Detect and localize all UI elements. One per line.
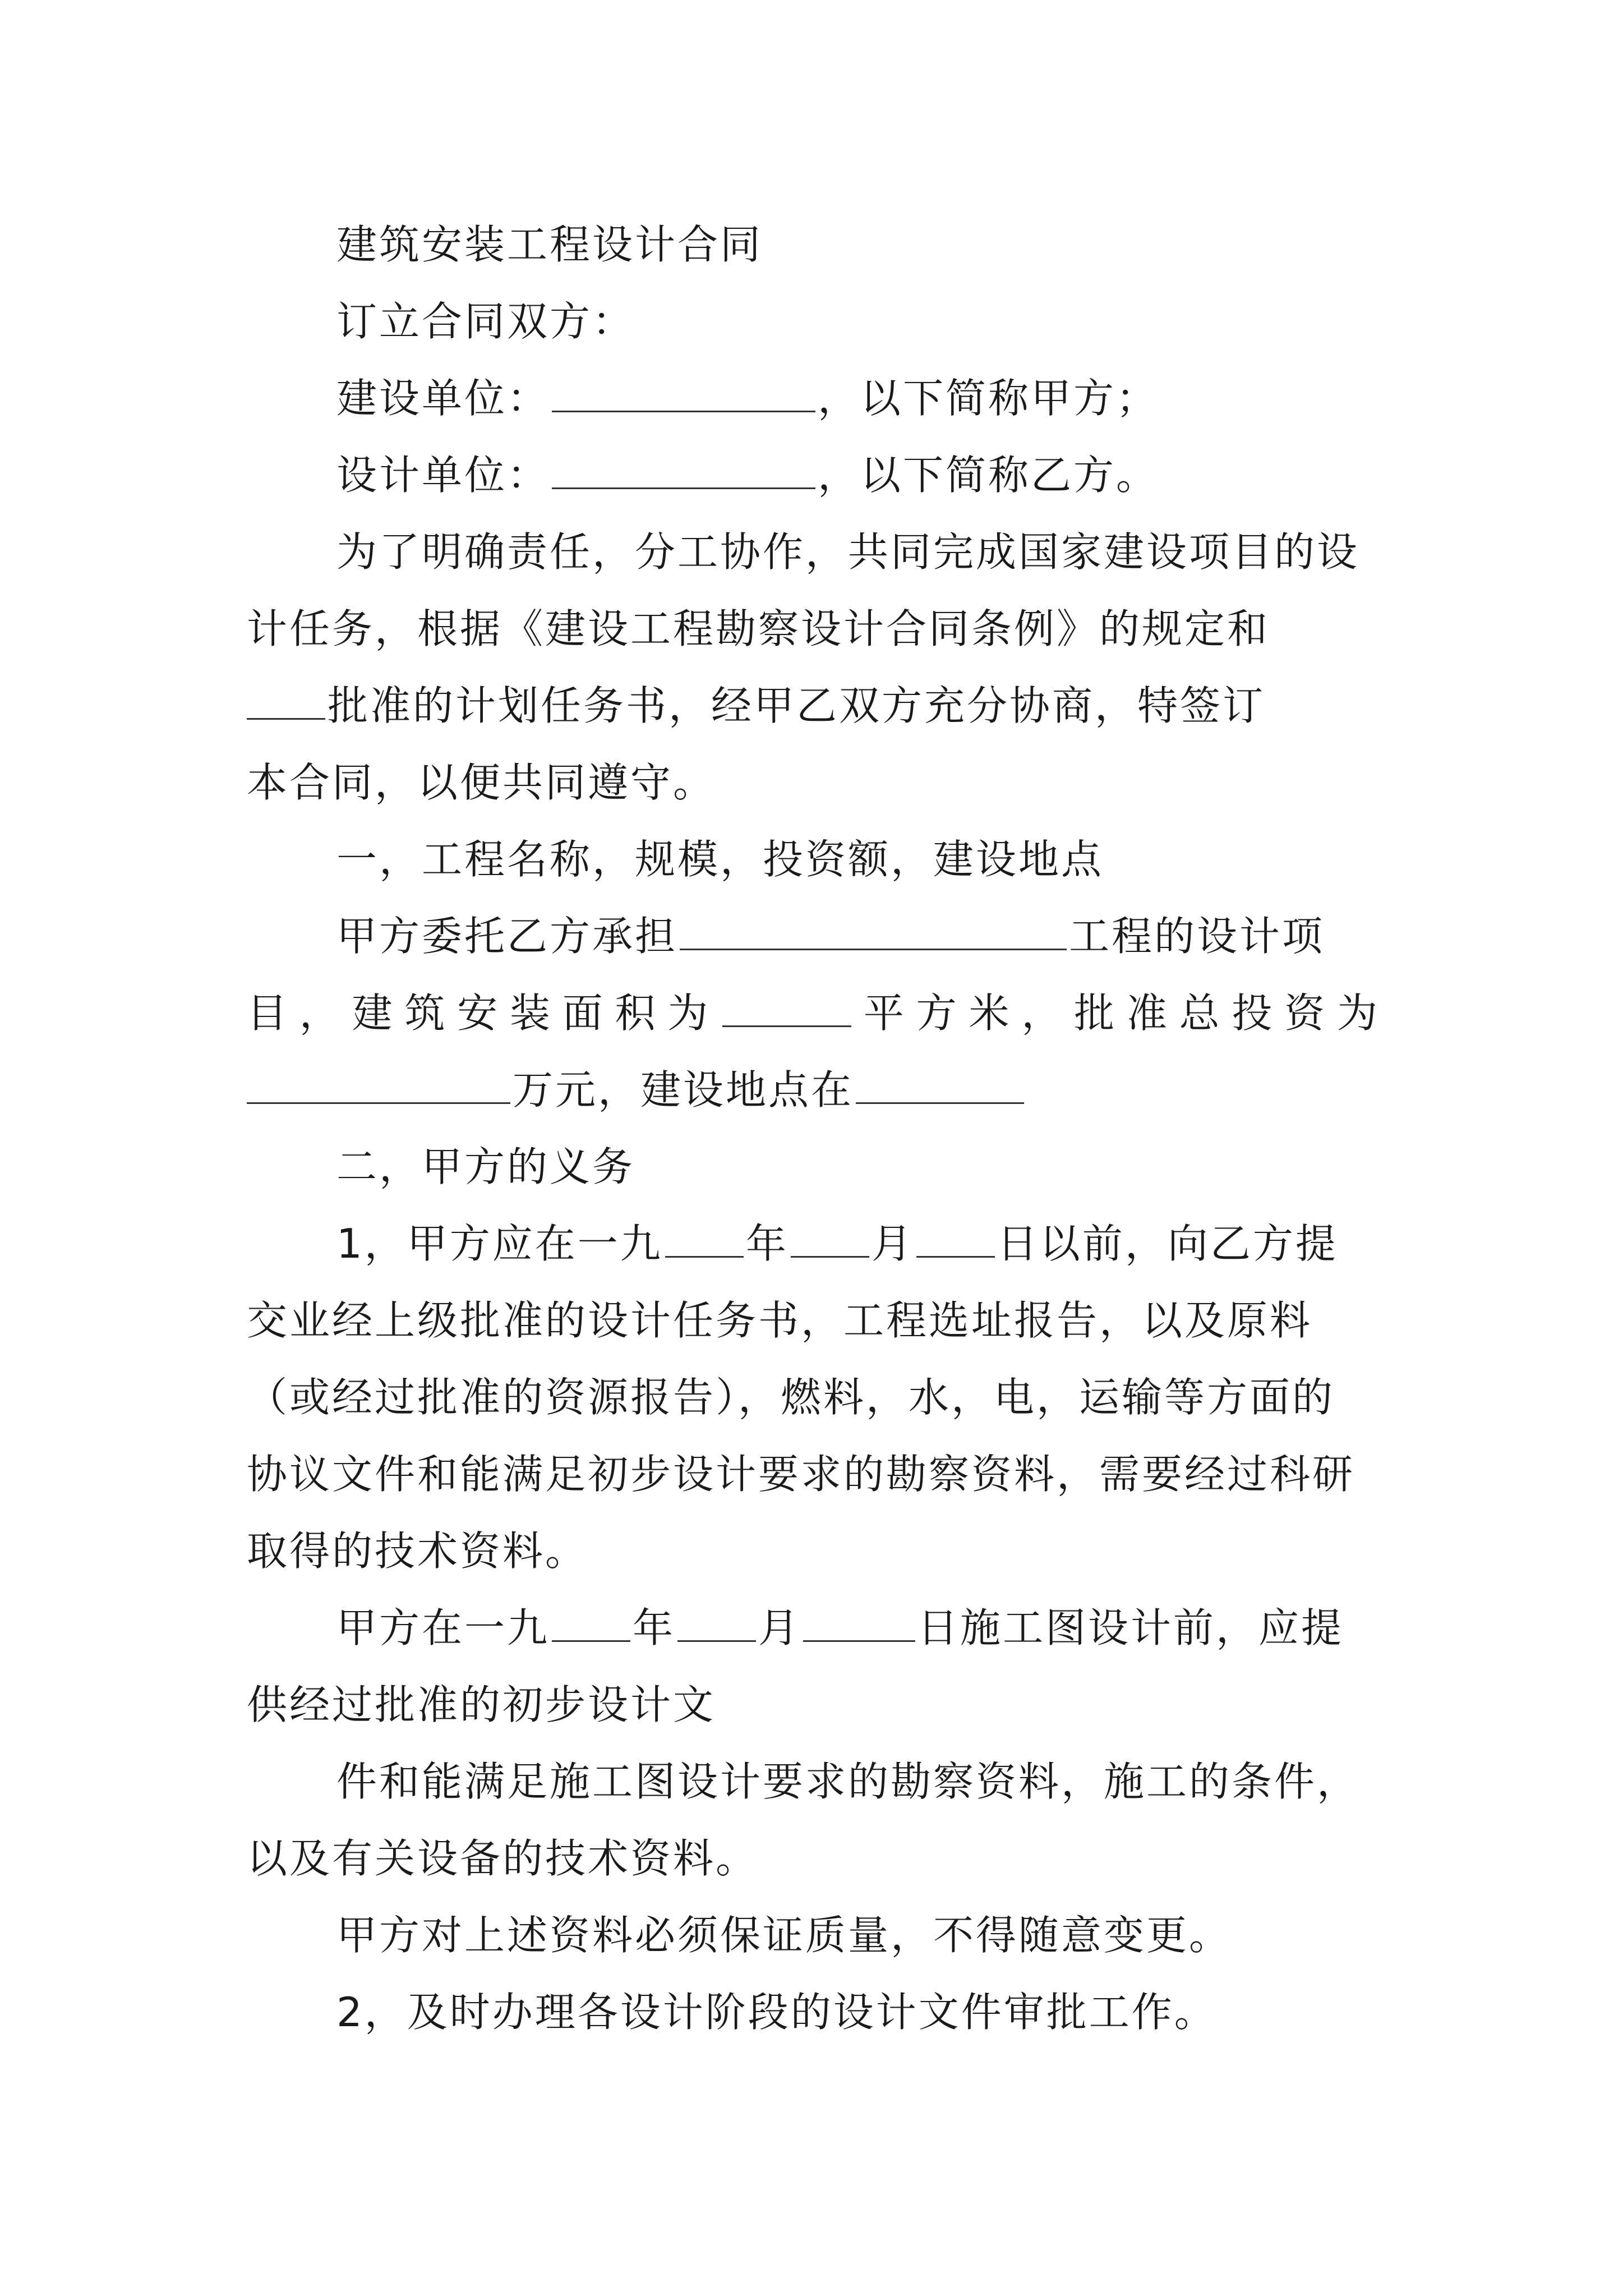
area-blank[interactable] (722, 993, 851, 1027)
p2-year-blank[interactable] (552, 1608, 630, 1642)
document-body (247, 206, 1380, 2051)
intro-line-4: 本合同，以便共同遵守。 (247, 759, 716, 806)
s2-p1-c: 月 (871, 1220, 914, 1267)
s2-p1-line-4: 协议文件和能满足初步设计要求的勘察资料，需要经过科研 (247, 1451, 1355, 1498)
intro-line-1: 为了明确责任，分工协作，共同完成国家建设项目的设 (336, 528, 1360, 576)
s2-p1-line-3: （或经过批准的资源报告），燃料，水，电，运输等方面的 (247, 1374, 1335, 1421)
section-2-heading: 二，甲方的义务 (336, 1143, 635, 1190)
section-1-line-1 (247, 898, 1380, 975)
party-b-line (247, 437, 1380, 514)
section-1-heading: 一，工程名称，规模，投资额，建设地点 (336, 836, 1104, 883)
section-1-line-2a: 目，建筑安装面积为 (247, 990, 721, 1037)
section-1-line-2 (247, 975, 1380, 1052)
parties-heading: 订立合同双方： (336, 298, 635, 345)
s2-p2-b: 年 (633, 1604, 676, 1651)
s2-p2-a: 甲方在一九 (336, 1604, 550, 1651)
party-b-blank[interactable] (552, 455, 815, 489)
intro-line-3 (247, 668, 1380, 744)
document-title: 建筑安装工程设计合同 (336, 221, 763, 268)
s2-p4: 甲方对上述资料必须保证质量，不得随意变更。 (336, 1912, 1232, 1959)
p1-month-blank[interactable] (791, 1223, 869, 1258)
party-b-label: 设计单位： (336, 452, 550, 499)
s2-p3-line-1: 件和能满足施工图设计要求的勘察资料，施工的条件， (336, 1758, 1360, 1805)
approval-authority-blank[interactable] (247, 685, 325, 720)
section-1-line-3 (247, 1052, 1380, 1129)
intro-line-2: 计任务，根据《建设工程勘察设计合同条例》的规定和 (247, 605, 1270, 652)
investment-blank[interactable] (247, 1070, 510, 1104)
section-1-line-1a: 甲方委托乙方承担 (336, 913, 678, 960)
s2-p2-line-1 (247, 1590, 1380, 1667)
party-a-label: 建设单位： (336, 375, 550, 422)
s2-p1-d: 日以前，向乙方提 (997, 1220, 1338, 1267)
s2-p2-d: 日施工图设计前，应提 (917, 1604, 1344, 1651)
party-a-suffix: ，以下简称甲方； (818, 375, 1159, 422)
s2-p2-line-2: 供经过批准的初步设计文 (247, 1681, 716, 1728)
section-1-line-2b: 平方米，批准总投资为 (854, 990, 1380, 1037)
s2-p1-line-5: 取得的技术资料。 (247, 1527, 588, 1575)
p1-year-blank[interactable] (665, 1223, 744, 1258)
location-blank[interactable] (856, 1070, 1024, 1104)
party-a-blank[interactable] (552, 378, 815, 412)
party-b-suffix: ，以下简称乙方。 (818, 452, 1159, 499)
intro-line-3-text: 批准的计划任务书，经甲乙双方充分协商，特签订 (328, 682, 1266, 729)
party-a-line (247, 360, 1380, 437)
s2-p1-a: 1，甲方应在一九 (336, 1220, 663, 1267)
s2-p1-line-2: 交业经上级批准的设计任务书，工程选址报告，以及原料 (247, 1297, 1313, 1344)
s2-p3-line-2: 以及有关设备的技术资料。 (247, 1835, 759, 1882)
project-name-blank[interactable] (680, 916, 1067, 950)
p2-day-blank[interactable] (803, 1608, 915, 1642)
s2-p5: 2，及时办理各设计阶段的设计文件审批工作。 (336, 1989, 1217, 2036)
s2-p2-c: 月 (758, 1604, 801, 1651)
p1-day-blank[interactable] (916, 1223, 995, 1258)
s2-p1-b: 年 (745, 1220, 789, 1267)
s2-p1-line-1 (247, 1205, 1380, 1282)
p2-month-blank[interactable] (677, 1608, 756, 1642)
section-1-line-3a: 万元，建设地点在 (513, 1066, 854, 1114)
section-1-line-1b: 工程的设计项 (1069, 913, 1325, 960)
